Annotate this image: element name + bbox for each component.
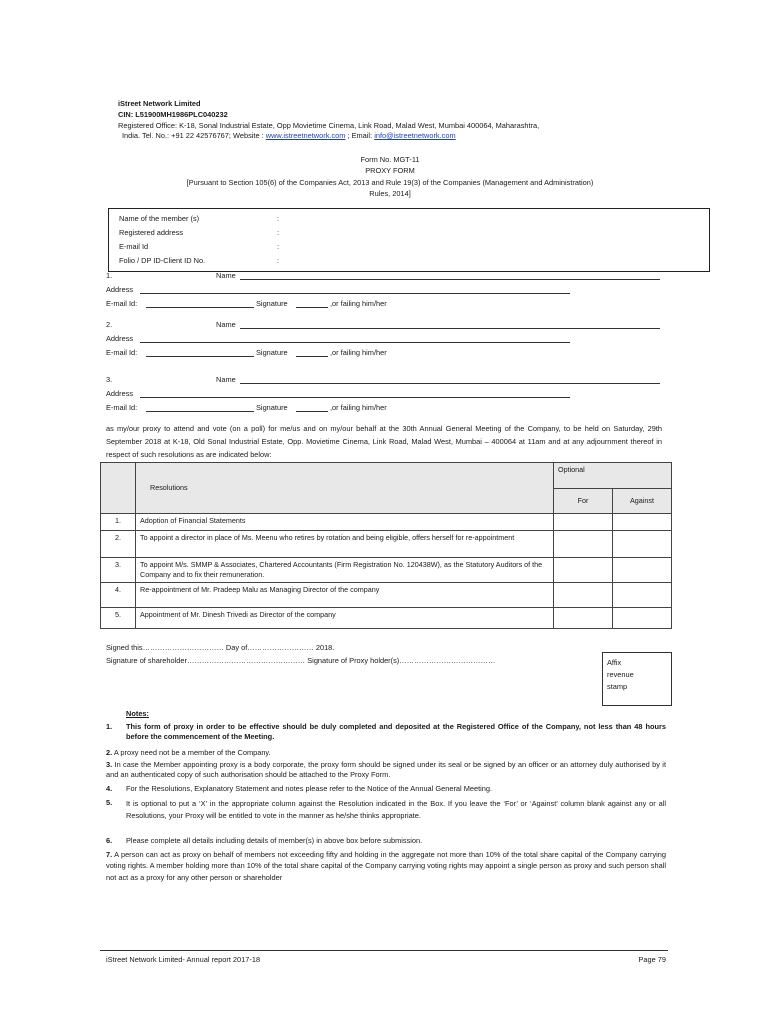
- proxy-signature-field[interactable]: [296, 299, 328, 308]
- note-text: A person can act as proxy on behalf of members not exceeding fifty and holding in the aggregate not more than 10% of the total share capital of the Company carrying voting rights. A member holding more than 10% of the total share capital of the Company carrying voting rights may appoint a single person as proxy and such person shall not act as a proxy for any other person or shareholder: [106, 850, 666, 882]
- row-resolution: To appoint M/s. SMMP & Associates, Chartered Accountants (Firm Registration No. 120438W), as the Statutory Auditors of the Company and to fix their remuneration.: [136, 558, 554, 583]
- folio-label: Folio / DP ID-Client ID No.: [119, 256, 206, 265]
- stamp-line-revenue: revenue: [607, 669, 634, 679]
- note-item-7: [106, 849, 666, 883]
- pursuant-line1: [Pursuant to Section 105(6) of the Companies Act, 2013 and Rule 19(3) of the Companies (Management and Administration): [186, 178, 594, 187]
- row-number: 2.: [101, 531, 136, 558]
- registered-office: Registered Office: K-18, Sonal Industrial Estate, Opp Movietime Cinema, Link Road, Malad West, Mumbai 400064, Maharashtra,: [118, 121, 540, 130]
- row-number: 1.: [101, 514, 136, 531]
- email-id-label: E-mail Id: [119, 242, 149, 251]
- proxy-name-field[interactable]: [240, 320, 660, 329]
- table-row: [101, 583, 672, 608]
- row-against-cell[interactable]: [613, 531, 672, 558]
- proxy-name-field[interactable]: [240, 375, 660, 384]
- table-header-for: For: [554, 488, 613, 514]
- note-text: A proxy need not be a member of the Company.: [113, 748, 271, 757]
- revenue-stamp-box: [602, 652, 672, 706]
- stamp-line-stamp: stamp: [607, 681, 628, 691]
- proxy-entry-1: [106, 271, 666, 311]
- note-number: 5.: [106, 798, 113, 807]
- row-for-cell[interactable]: [554, 558, 613, 583]
- row-for-cell[interactable]: [554, 531, 613, 558]
- footer-page-number: Page 79: [638, 955, 666, 964]
- table-header-resolutions: Resolutions: [136, 463, 554, 514]
- proxy-entry-2: [106, 320, 666, 360]
- signed-this-line: Signed this…………………………… Day of……………………… 2018.: [106, 643, 335, 652]
- row-resolution: Adoption of Financial Statements: [136, 514, 554, 531]
- proxy-name-label: Name: [216, 375, 236, 384]
- row-against-cell[interactable]: [613, 583, 672, 608]
- footer-left: iStreet Network Limited- Annual report 2017-18: [106, 955, 261, 964]
- proxy-email-label: E-mail Id:: [106, 348, 138, 357]
- table-row: [101, 558, 672, 583]
- stamp-line-affix: Affix: [607, 658, 622, 667]
- tel-text: India. Tel. No.: +91 22 42576767; Website :: [122, 131, 266, 140]
- form-number: Form No. MGT-11: [360, 155, 420, 164]
- proxy-address-field[interactable]: [140, 389, 570, 398]
- proxy-email-field[interactable]: [146, 299, 254, 308]
- proxy-email-label: E-mail Id:: [106, 299, 138, 308]
- form-title: PROXY FORM: [365, 166, 415, 175]
- row-number: 5.: [101, 608, 136, 629]
- folio-colon: :: [277, 256, 280, 265]
- registered-address-label: Registered address: [119, 228, 184, 237]
- note-number: 4.: [106, 784, 113, 793]
- row-for-cell[interactable]: [554, 514, 613, 531]
- proxy-email-field[interactable]: [146, 348, 254, 357]
- proxy-address-label: Address: [106, 334, 134, 343]
- proxy-signature-label: Signature: [256, 299, 288, 308]
- proxy-signature-label: Signature: [256, 403, 288, 412]
- row-resolution: Re-appointment of Mr. Pradeep Malu as Managing Director of the company: [136, 583, 554, 608]
- note-text: This form of proxy in order to be effective should be duly completed and deposited at the Registered Office of the Company, not less than 48 hours before the commencement of the Meeting.: [126, 722, 666, 741]
- note-item-2: [106, 748, 666, 758]
- proxy-name-field[interactable]: [240, 271, 660, 280]
- notes-heading: Notes:: [126, 709, 149, 718]
- table-row: [101, 514, 672, 531]
- proxy-signature-label: Signature: [256, 348, 288, 357]
- note-item-5: [106, 798, 666, 822]
- row-for-cell[interactable]: [554, 583, 613, 608]
- proxy-failing-text: ,or failing him/her: [330, 403, 387, 412]
- member-name-label: Name of the member (s): [119, 214, 200, 223]
- proxy-number: 2.: [106, 320, 113, 329]
- proxy-signature-field[interactable]: [296, 348, 328, 357]
- proxy-address-field[interactable]: [140, 334, 570, 343]
- signature-line: Signature of shareholder………………………………………… Signature of Proxy holder(s)…………………………………: [106, 656, 496, 665]
- email-id-colon: :: [277, 242, 280, 251]
- row-against-cell[interactable]: [613, 514, 672, 531]
- row-number: 3.: [101, 558, 136, 583]
- note-item-1: [106, 722, 666, 742]
- proxy-name-label: Name: [216, 320, 236, 329]
- email-prefix: ; Email:: [345, 131, 375, 140]
- row-resolution: To appoint a director in place of Ms. Meenu who retires by rotation and being eligible, offers herself for re-appointment: [136, 531, 554, 558]
- note-number: 3.: [106, 760, 113, 769]
- proxy-failing-text: ,or failing him/her: [330, 348, 387, 357]
- registered-address-colon: :: [277, 228, 280, 237]
- footer-rule: [100, 950, 668, 951]
- note-item-3: [106, 760, 666, 780]
- email-link[interactable]: info@istreetnetwork.com: [374, 131, 456, 140]
- note-number: 6.: [106, 836, 113, 845]
- proxy-signature-field[interactable]: [296, 403, 328, 412]
- note-text: Please complete all details including details of member(s) in above box before submission.: [126, 836, 423, 845]
- note-number: 2.: [106, 748, 113, 757]
- resolutions-table: [100, 462, 672, 629]
- table-row: [101, 608, 672, 629]
- row-against-cell[interactable]: [613, 558, 672, 583]
- table-row: [101, 531, 672, 558]
- member-details-box: [108, 208, 710, 272]
- note-item-4: [106, 784, 666, 794]
- proxy-statement: as my/our proxy to attend and vote (on a poll) for me/us and on my/our behalf at the 30th Annual General Meeting of the Company, to be held on Saturday, 29th September 2018 at K-18, Old Sonal Industrial Estate, Opp. Movietime Cinema, Link Road, Malad West, Mumbai – 400064 at 11am and at any adjournment thereof in respect of such resolutions as are indicated below:: [106, 424, 662, 459]
- proxy-number: 1.: [106, 271, 113, 280]
- proxy-address-label: Address: [106, 389, 134, 398]
- table-header-optional: Optional: [554, 463, 672, 489]
- row-for-cell[interactable]: [554, 608, 613, 629]
- proxy-failing-text: ,or failing him/her: [330, 299, 387, 308]
- proxy-entry-3: [106, 375, 666, 415]
- table-header-against: Against: [613, 488, 672, 514]
- proxy-email-field[interactable]: [146, 403, 254, 412]
- proxy-name-label: Name: [216, 271, 236, 280]
- proxy-email-label: E-mail Id:: [106, 403, 138, 412]
- proxy-address-field[interactable]: [140, 285, 570, 294]
- note-text: In case the Member appointing proxy is a body corporate, the proxy form should be signed under its seal or be signed by an officer or an attorney duly authorised by it and an authenticated copy of such authorisation should be attached to the Proxy Form.: [106, 760, 666, 779]
- note-number: 1.: [106, 722, 113, 731]
- pursuant-line2: Rules, 2014]: [369, 189, 411, 198]
- row-number: 4.: [101, 583, 136, 608]
- company-name: iStreet Network Limited: [118, 99, 201, 108]
- member-name-colon: :: [277, 214, 280, 223]
- note-text: It is optional to put a ‘X’ in the appropriate column against the Resolution indicated in the Box. If you leave the ‘For’ or ‘Against’ column blank against any or all Resolutions, your Proxy will be entitled to vote in the manner as he/she thinks appropriate.: [126, 799, 666, 820]
- table-header-number: [101, 463, 136, 514]
- proxy-address-label: Address: [106, 285, 134, 294]
- website-link[interactable]: www.istreetnetwork.com: [265, 131, 346, 140]
- note-number: 7.: [106, 850, 113, 859]
- proxy-number: 3.: [106, 375, 113, 384]
- note-item-6: [106, 836, 666, 846]
- row-resolution: Appointment of Mr. Dinesh Trivedi as Director of the company: [136, 608, 554, 629]
- row-against-cell[interactable]: [613, 608, 672, 629]
- company-cin: CIN: L51900MH1986PLC040232: [118, 110, 228, 119]
- note-text: For the Resolutions, Explanatory Statement and notes please refer to the Notice of the Annual General Meeting.: [126, 784, 493, 793]
- contact-line: [122, 131, 456, 141]
